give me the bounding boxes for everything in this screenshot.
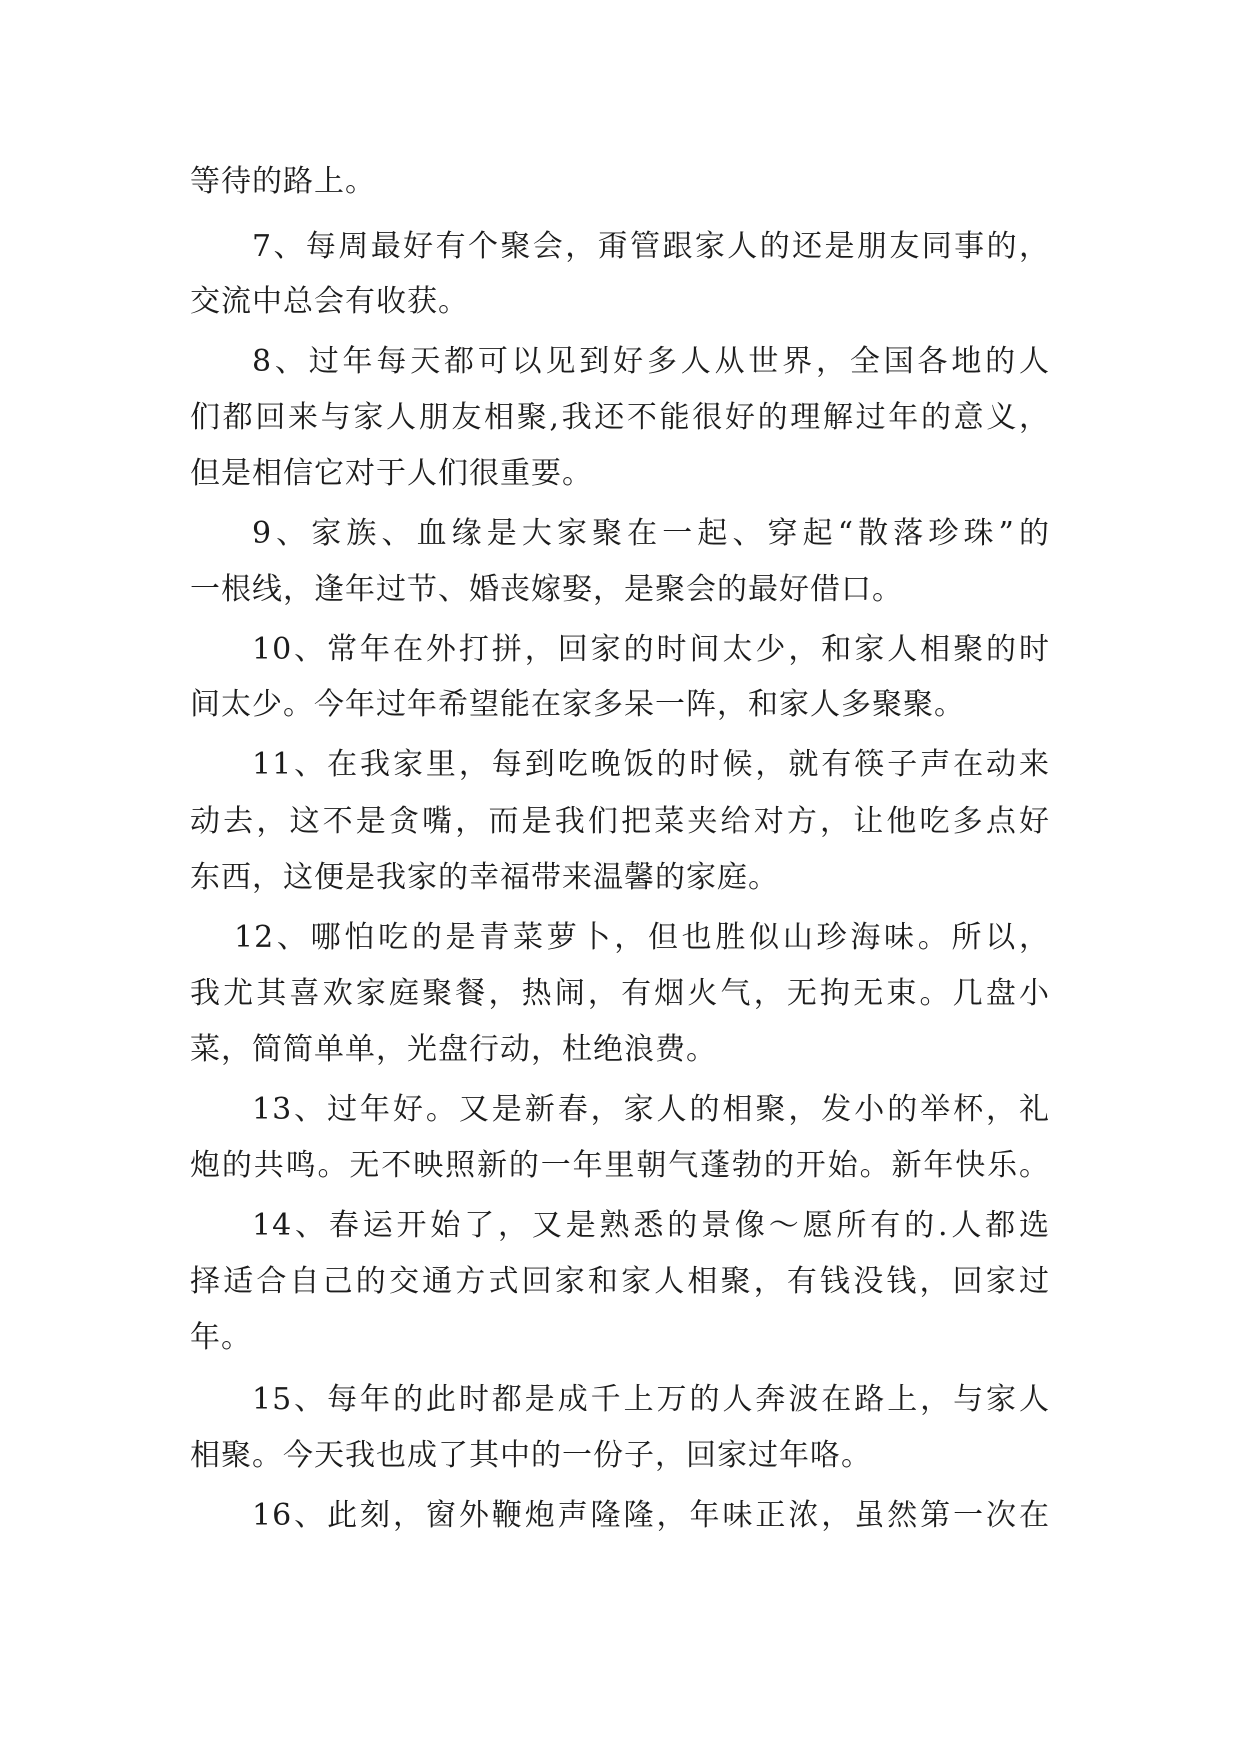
text-line: 间太少。今年过年希望能在家多呆一阵，和家人多聚聚。 [190, 687, 965, 722]
text-line: 相聚。今天我也成了其中的一份子，回家过年咯。 [190, 1438, 872, 1473]
text-line: 11、在我家里，每到吃晚饭的时候，就有筷子声在动来 [252, 747, 1050, 782]
text-line: 年。 [190, 1320, 252, 1355]
text-line: 东西，这便是我家的幸福带来温馨的家庭。 [190, 860, 779, 895]
text-line: 14、春运开始了，又是熟悉的景像～愿所有的.人都选 [252, 1208, 1050, 1243]
text-line: 8、过年每天都可以见到好多人从世界，全国各地的人 [252, 344, 1050, 379]
text-line: 们都回来与家人朋友相聚,我还不能很好的理解过年的意义， [190, 400, 1050, 435]
text-line: 动去，这不是贪嘴，而是我们把菜夹给对方，让他吃多点好 [190, 804, 1050, 839]
text-line: 但是相信它对于人们很重要。 [190, 456, 593, 491]
text-line: 9、家族、血缘是大家聚在一起、穿起“散落珍珠”的 [252, 516, 1050, 551]
text-line: 炮的共鸣。无不映照新的一年里朝气蓬勃的开始。新年快乐。 [190, 1148, 1050, 1183]
text-line: 10、常年在外打拼，回家的时间太少，和家人相聚的时 [252, 632, 1050, 667]
text-line: 菜，简简单单，光盘行动，杜绝浪费。 [190, 1032, 717, 1067]
text-line: 择适合自己的交通方式回家和家人相聚，有钱没钱，回家过 [190, 1264, 1050, 1299]
text-line: 交流中总会有收获。 [190, 284, 469, 319]
text-line: 我尤其喜欢家庭聚餐，热闹，有烟火气，无拘无束。几盘小 [190, 976, 1050, 1011]
text-line: 一根线，逢年过节、婚丧嫁娶，是聚会的最好借口。 [190, 572, 903, 607]
text-line: 16、此刻，窗外鞭炮声隆隆，年味正浓，虽然第一次在 [252, 1498, 1050, 1533]
text-line: 15、每年的此时都是成千上万的人奔波在路上，与家人 [252, 1382, 1050, 1417]
text-line: 13、过年好。又是新春，家人的相聚，发小的举杯，礼 [252, 1092, 1050, 1127]
text-line: 7、每周最好有个聚会，甭管跟家人的还是朋友同事的， [252, 229, 1050, 264]
text-line: 12、哪怕吃的是青菜萝卜，但也胜似山珍海味。所以， [234, 920, 1050, 955]
text-line: 等待的路上。 [190, 164, 376, 199]
